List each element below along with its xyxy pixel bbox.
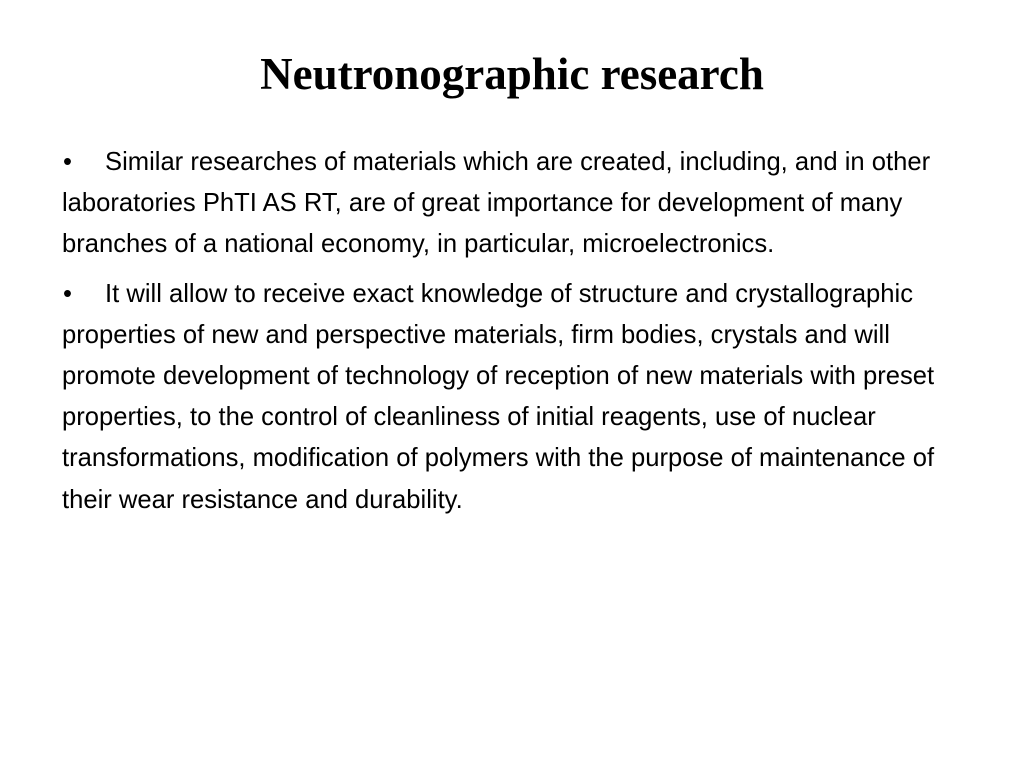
slide-title: Neutronographic research [260, 49, 764, 99]
bullet-item [62, 142, 972, 266]
bullet-item [62, 274, 972, 521]
bullet-icon: • [63, 148, 72, 176]
bullet-text: Similar researches of materials which are created, including, and in other laboratories PhTI AS RT, are of great importance for development of many branches of a national economy, in particular, microelectronics. [62, 148, 931, 259]
bullet-text: It will allow to receive exact knowledge of structure and crystallographic properties of new and perspective materials, firm bodies, crystals and will promote development of technology of reception of new materials with preset properties, to the control of cleanliness of initial reagents, use of nuclear transformations, modification of polymers with the purpose of maintenance of their wear resistance and durability. [62, 279, 935, 514]
bullet-icon: • [63, 279, 72, 308]
bullet-list [62, 142, 972, 529]
